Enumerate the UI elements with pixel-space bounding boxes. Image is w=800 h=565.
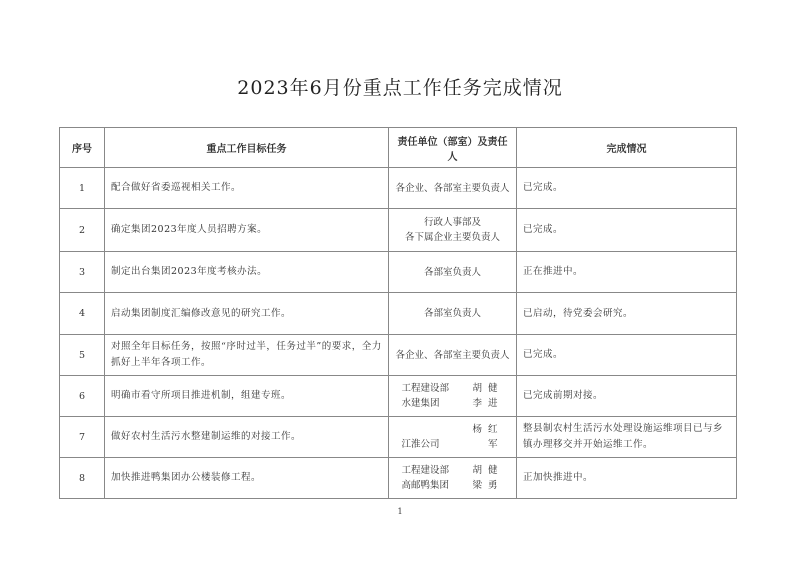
responsible-pair: [395, 422, 510, 452]
row-number: 1: [60, 168, 105, 209]
responsible-line: 各部室负责人: [423, 308, 481, 319]
status-cell: 正加快推进中。: [517, 458, 737, 499]
responsible-cell: [389, 458, 517, 499]
table-header-row: [60, 128, 737, 168]
responsible-unit: 水建集团: [401, 398, 440, 409]
responsible-cell: [389, 417, 517, 458]
responsible-pair: [395, 463, 510, 478]
task-cell: 对照全年目标任务，按照“序时过半，任务过半”的要求，全力抓好上半年各项工作。: [105, 335, 389, 376]
responsible-line: 各部室负责人: [423, 266, 481, 278]
responsible-cell: [389, 252, 517, 293]
responsible-cell: [389, 209, 517, 252]
responsible-unit: 江淮公司: [401, 439, 440, 450]
status-cell: 已启动，待党委会研究。: [517, 293, 737, 335]
responsible-cell: [389, 293, 517, 335]
responsible-line: 各下属企业主要负责人: [404, 232, 500, 243]
responsible-person: 胡健: [472, 465, 504, 476]
responsible-unit: 工程建设部: [401, 383, 450, 394]
status-cell: 已完成。: [517, 168, 737, 209]
responsible-cell: [389, 168, 517, 209]
row-number: 5: [60, 335, 105, 376]
table-row: [60, 293, 737, 335]
task-cell: 加快推进鸭集团办公楼装修工程。: [105, 458, 389, 499]
responsible-person: 李进: [472, 398, 504, 409]
responsible-person: 杨红军: [472, 424, 504, 450]
status-cell: 整县制农村生活污水处理设施运维项目已与乡镇办理移交并开始运维工作。: [517, 417, 737, 458]
responsible-pair: [395, 396, 510, 411]
table-row: [60, 458, 737, 499]
task-cell: 制定出台集团2023年度考核办法。: [105, 252, 389, 293]
responsible-unit: 工程建设部: [401, 465, 450, 476]
row-number: 6: [60, 376, 105, 417]
responsible-cell: [389, 376, 517, 417]
row-number: 8: [60, 458, 105, 499]
table-row: [60, 417, 737, 458]
header-no: 序号: [60, 128, 105, 168]
row-number: 4: [60, 293, 105, 335]
task-table: [59, 127, 737, 499]
table-row: [60, 376, 737, 417]
responsible-unit: 高邮鸭集团: [401, 480, 450, 491]
status-cell: 已完成前期对接。: [517, 376, 737, 417]
task-cell: 做好农村生活污水整建制运维的对接工作。: [105, 417, 389, 458]
responsible-line: 各企业、各部室主要负责人: [395, 182, 510, 194]
row-number: 2: [60, 209, 105, 252]
header-task: 重点工作目标任务: [105, 128, 389, 168]
task-cell: 明确市看守所项目推进机制，组建专班。: [105, 376, 389, 417]
header-status: 完成情况: [517, 128, 737, 168]
table-row: [60, 335, 737, 376]
table-row: [60, 209, 737, 252]
status-cell: 正在推进中。: [517, 252, 737, 293]
task-cell: 配合做好省委巡视相关工作。: [105, 168, 389, 209]
header-responsible: 责任单位（部室）及责任人: [389, 128, 517, 168]
responsible-person: 梁勇: [472, 480, 504, 491]
responsible-line: 各企业、各部室主要负责人: [395, 349, 510, 361]
responsible-line: 行政人事部及: [423, 217, 481, 228]
status-cell: 已完成。: [517, 335, 737, 376]
table-row: [60, 252, 737, 293]
responsible-cell: [389, 335, 517, 376]
task-cell: 确定集团2023年度人员招聘方案。: [105, 209, 389, 252]
page-title: 2023年6月份重点工作任务完成情况: [237, 77, 563, 99]
status-cell: 已完成。: [517, 209, 737, 252]
row-number: 3: [60, 252, 105, 293]
responsible-person: 胡健: [472, 383, 504, 394]
responsible-pair: [395, 478, 510, 493]
responsible-pair: [395, 381, 510, 396]
page-number: 1: [397, 507, 403, 516]
task-cell: 启动集团制度汇编修改意见的研究工作。: [105, 293, 389, 335]
table-row: [60, 168, 737, 209]
row-number: 7: [60, 417, 105, 458]
